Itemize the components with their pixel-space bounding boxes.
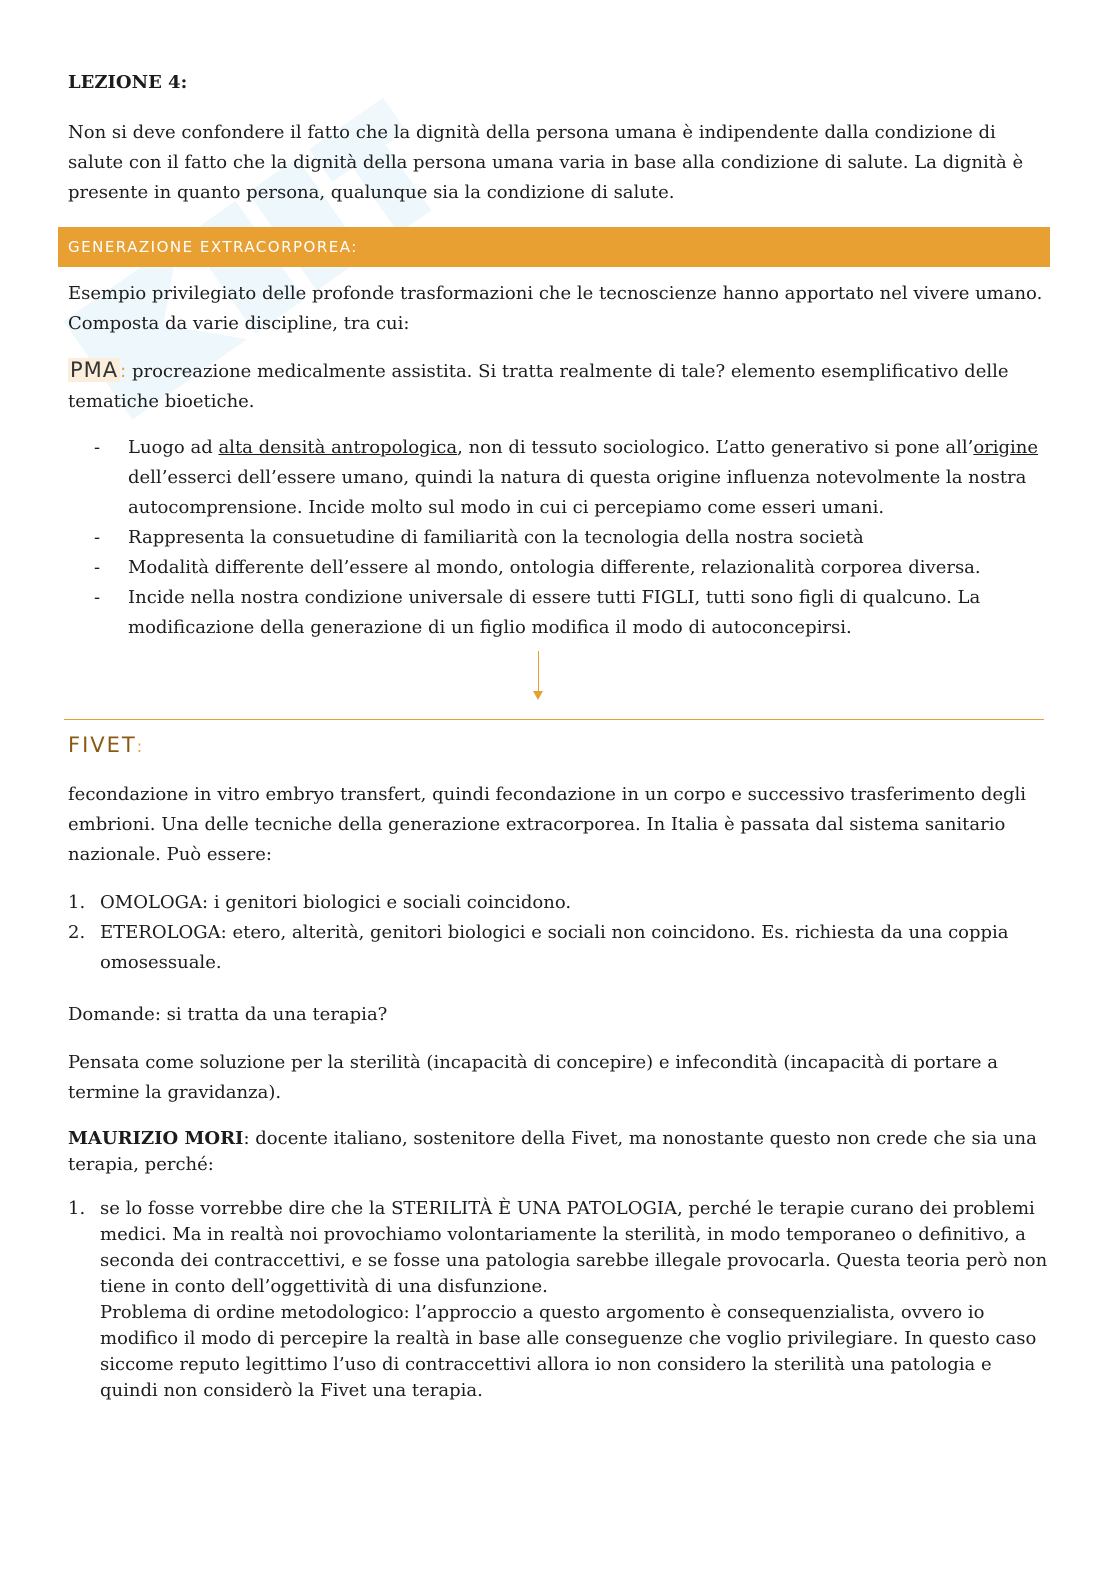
section-divider (64, 719, 1044, 720)
bullet-text: Luogo ad (128, 437, 219, 458)
document-page (68, 60, 1048, 1404)
intro-paragraph: Non si deve confondere il fatto che la dignità della persona umana è indipendente dalla condizione di salute con il fatto che la dignità della persona umana varia in base alla condizione di salute. La dignità è presente in quanto persona, qualunque sia la condizione di salute. (68, 122, 1024, 203)
bullet-text: dell’esserci dell’essere umano, quindi la natura di questa origine influenza notevolmente la nostra autocomprensione. Incide molto sul modo in cui ci percepiamo come esseri umani. (128, 467, 1027, 518)
dash-marker: - (94, 587, 101, 608)
pma-colon: : (120, 361, 127, 382)
fivet-paragraph: fecondazione in vitro embryo transfert, quindi fecondazione in un corpo e successivo trasferimento degli embrioni. Una delle tecniche della generazione extracorporea. In Italia è passata dal sistema sanitario nazionale. Può essere: (68, 784, 1027, 865)
pma-term: PMA (70, 358, 119, 382)
pma-bullet-list (68, 433, 1048, 643)
bullet-text: Rappresenta la consuetudine di familiarità con la tecnologia della nostra società (128, 527, 864, 548)
list-item (68, 888, 1048, 918)
dash-marker: - (94, 437, 101, 458)
bullet-text: , non di tessuto sociologico. L’atto generativo si pone all’ (457, 437, 974, 458)
pma-text: procreazione medicalmente assistita. Si tratta realmente di tale? elemento esemplificativo delle tematiche bioetiche. (68, 361, 1009, 412)
question-paragraph: Domande: si tratta da una terapia? (68, 1004, 388, 1025)
list-number: 2. (68, 922, 86, 943)
dash-marker: - (94, 527, 101, 548)
dash-marker: - (94, 557, 101, 578)
fivet-heading-text: FIVET (68, 733, 137, 757)
bullet-text: Incide nella nostra condizione universale di essere tutti FIGLI, tutti sono figli di qualcuno. La modificazione della generazione di un figlio modifica il modo di autoconcepirsi. (128, 587, 981, 638)
section-heading-bar: GENERAZIONE EXTRACORPOREA: (58, 227, 1050, 267)
list-item-text: se lo fosse vorrebbe dire che la STERILITÀ È UNA PATOLOGIA, perché le terapie curano dei problemi medici. Ma in realtà noi provochiamo volontariamente la sterilità, in modo temporaneo o definitivo, a seconda dei contraccettivi, e se fosse una patologia sarebbe illegale provocarla. Questa teoria però non tiene in conto dell’oggettività di una disfunzione. (100, 1198, 1048, 1297)
mori-name: MAURIZIO MORI (68, 1128, 244, 1149)
underlined-term: origine (973, 437, 1039, 458)
fivet-heading-colon: : (136, 737, 145, 756)
list-item (68, 523, 1048, 553)
section-intro-paragraph: Esempio privilegiato delle profonde trasformazioni che le tecnoscienze hanno apportato nel vivere umano. Composta da varie discipline, tra cui: (68, 283, 1043, 334)
list-item (68, 1196, 1048, 1404)
mori-points-list (68, 1196, 1048, 1404)
lesson-title: LEZIONE 4: (68, 72, 188, 93)
fivet-heading (68, 730, 1048, 760)
underlined-term: alta densità antropologica (218, 437, 458, 458)
list-item-text: ETEROLOGA: etero, alterità, genitori biologici e sociali non coincidono. Es. richiesta da una coppia omosessuale. (100, 922, 1009, 973)
down-arrow-icon (68, 643, 1048, 699)
list-item-text: Problema di ordine metodologico: l’approccio a questo argomento è consequenzialista, ovvero io modifico il modo di percepire la realtà in base alle conseguenze che voglio privilegiare. In questo caso siccome reputo legittimo l’uso di contraccettivi allora io non considero la sterilità una patologia e quindi non considerò la Fivet una terapia. (100, 1302, 1037, 1401)
list-item (68, 433, 1048, 523)
down-arrow-icon (68, 964, 1048, 982)
bullet-text: Modalità differente dell’essere al mondo, ontologia differente, relazionalità corporea diversa. (128, 557, 981, 578)
pma-paragraph (68, 355, 1048, 417)
list-item-text: OMOLOGA: i genitori biologici e sociali coincidono. (100, 892, 572, 913)
list-item (68, 553, 1048, 583)
list-number: 1. (68, 892, 86, 913)
list-number: 1. (68, 1198, 86, 1219)
mori-text: : docente italiano, sostenitore della Fivet, ma nonostante questo non crede che sia una terapia, perché: (68, 1128, 1037, 1175)
list-item (68, 583, 1048, 643)
sterility-paragraph: Pensata come soluzione per la sterilità (incapacità di concepire) e infecondità (incapacità di portare a termine la gravidanza). (68, 1052, 999, 1103)
mori-paragraph (68, 1126, 1048, 1178)
